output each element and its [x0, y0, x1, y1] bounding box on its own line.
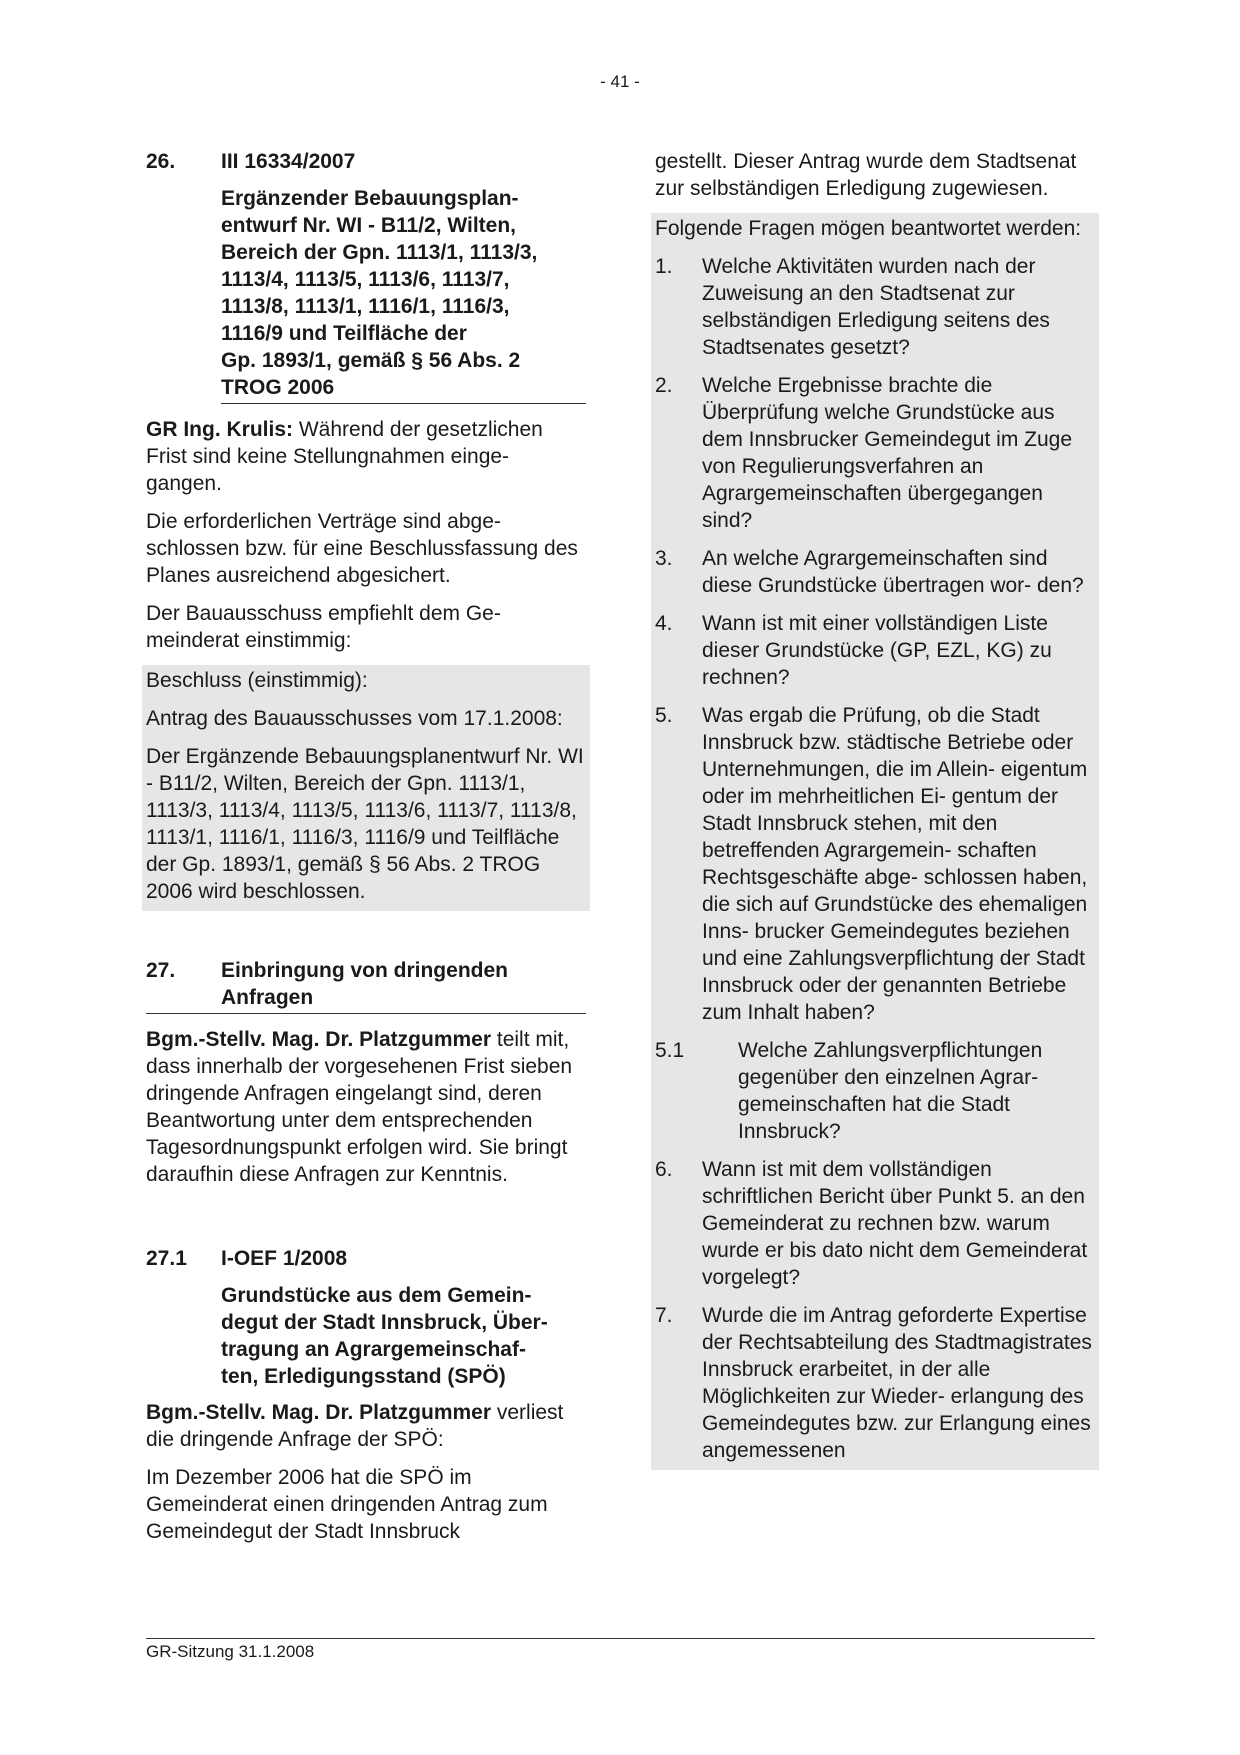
speaker-name: Bgm.-Stellv. Mag. Dr. Platzgummer [146, 1028, 492, 1051]
speaker-paragraph [146, 416, 586, 497]
motion-text: Der Ergänzende Bebauungsplanentwurf Nr. WI - B11/2, Wilten, Bereich der Gpn. 1113/1, 1113/3, 1113/4, 1113/5, 1113/6, 1113/7, 1113/8, 1113/1, 1116/1, 1116/3, 1116/9 und Teilfläche der Gp. 1893/1, gemäß § 56 Abs. 2 TROG 2006 wird beschlossen. [146, 745, 584, 903]
question-text: Wurde die im Antrag geforderte Expertise der Rechtsabteilung des Stadtmagistrates Innsbruck erarbeitet, in der alle Möglichkeiten zur Wieder- erlangung des Gemeindegutes bzw. zur Erlangung eines angemessenen [702, 1304, 1092, 1462]
question-number: 4. [655, 612, 673, 635]
question-item [655, 1302, 1095, 1464]
question-item [655, 610, 1095, 691]
item-number: 27. [146, 959, 176, 982]
question-item [655, 702, 1095, 1026]
question-number: 2. [655, 374, 673, 397]
title-line: ten, Erledigungsstand (SPÖ) [221, 1365, 506, 1388]
question-item [655, 372, 1095, 534]
question-text: An welche Agrargemeinschaften sind diese Grundstücke übertragen wor- den? [702, 547, 1084, 597]
footer-text: GR-Sitzung 31.1.2008 [146, 1642, 315, 1661]
motion-label: Antrag des Bauausschusses vom 17.1.2008: [146, 707, 563, 730]
page-footer [146, 1638, 1095, 1662]
question-text: Welche Zahlungsverpflichtungen gegenüber den einzelnen Agrar- gemeinschaften hat die Stadt Innsbruck? [738, 1039, 1043, 1143]
speaker-text: verliest die dringende Anfrage der SPÖ: [146, 1401, 564, 1451]
item-26-title [221, 185, 586, 404]
item-reference: I-OEF 1/2008 [221, 1247, 348, 1270]
questions-intro: Folgende Fragen mögen beantwortet werden: [655, 217, 1082, 240]
question-number: 1. [655, 255, 673, 278]
item-27-1-title [221, 1282, 586, 1390]
speaker-name: Bgm.-Stellv. Mag. Dr. Platzgummer [146, 1401, 492, 1424]
paragraph: Im Dezember 2006 hat die SPÖ im Gemeinderat einen dringenden Antrag zum Gemeindegut der Stadt Innsbruck [146, 1466, 548, 1543]
question-item [655, 545, 1095, 599]
item-27-header [146, 957, 586, 1014]
left-column [146, 148, 586, 1556]
questions-box [651, 213, 1099, 1470]
item-title: Einbringung von dringenden Anfragen [221, 959, 508, 1009]
resolution-label: Beschluss (einstimmig): [146, 669, 368, 692]
resolution-box [142, 665, 590, 911]
title-line: Grundstücke aus dem Gemein- [221, 1284, 532, 1307]
title-line: tragung an Agrargemeinschaf- [221, 1338, 526, 1361]
speaker-text: teilt mit, dass innerhalb der vorgesehenen Frist sieben dringende Anfragen eingelangt sind, deren Beantwortung unter dem entsprechenden Tagesordnungspunkt erfolgen wird. Sie bringt daraufhin diese Anfragen zur Kenntnis. [146, 1028, 573, 1186]
item-26-header [146, 148, 586, 175]
title-line: Gp. 1893/1, gemäß § 56 Abs. 2 [221, 349, 521, 372]
question-number: 5. [655, 704, 673, 727]
title-line: TROG 2006 [221, 376, 335, 399]
right-column [655, 148, 1095, 1470]
question-number: 7. [655, 1304, 673, 1327]
item-number: 27.1 [146, 1247, 187, 1270]
question-text: Welche Ergebnisse brachte die Überprüfung welche Grundstücke aus dem Innsbrucker Gemeindegut im Zuge von Regulierungsverfahren an Agrargemeinschaften übergegangen sind? [702, 374, 1073, 532]
item-number: 26. [146, 150, 176, 173]
question-number: 5.1 [655, 1039, 685, 1062]
speaker-paragraph [146, 1026, 586, 1188]
question-item [655, 1037, 1095, 1145]
title-line: entwurf Nr. WI - B11/2, Wilten, [221, 214, 517, 237]
page-number: - 41 - [600, 72, 640, 91]
title-line: 1113/8, 1113/1, 1116/1, 1116/3, [221, 295, 510, 318]
paragraph: Der Bauausschuss empfiehlt dem Ge- meinderat einstimmig: [146, 602, 501, 652]
question-number: 3. [655, 547, 673, 570]
item-reference: III 16334/2007 [221, 150, 356, 173]
speaker-paragraph [146, 1399, 586, 1453]
speaker-name: GR Ing. Krulis: [146, 418, 293, 441]
title-line: 1116/9 und Teilfläche der [221, 322, 467, 345]
paragraph: gestellt. Dieser Antrag wurde dem Stadtsenat zur selbständigen Erledigung zugewiesen. [655, 150, 1077, 200]
question-text: Wann ist mit dem vollständigen schriftlichen Bericht über Punkt 5. an den Gemeinderat zu rechnen bzw. warum wurde er bis dato nicht dem Gemeinderat vorgelegt? [702, 1158, 1088, 1289]
question-number: 6. [655, 1158, 673, 1181]
title-line: degut der Stadt Innsbruck, Über- [221, 1311, 548, 1334]
question-item [655, 253, 1095, 361]
question-item [655, 1156, 1095, 1291]
title-line: 1113/4, 1113/5, 1113/6, 1113/7, [221, 268, 510, 291]
paragraph: Die erforderlichen Verträge sind abge- schlossen bzw. für eine Beschlussfassung des Planes ausreichend abgesichert. [146, 510, 578, 587]
title-line: Ergänzender Bebauungsplan- [221, 187, 519, 210]
title-line: Bereich der Gpn. 1113/1, 1113/3, [221, 241, 538, 264]
item-27-1-header [146, 1245, 586, 1272]
speaker-text: Während der gesetzlichen Frist sind keine Stellungnahmen einge- gangen. [146, 418, 543, 495]
question-text: Was ergab die Prüfung, ob die Stadt Innsbruck bzw. städtische Betriebe oder Unternehmungen, die im Allein- eigentum oder im mehrheitlichen Ei- gentum der Stadt Innsbruck stehen, mit den betreffenden Agrargemein- schaften Rechtsgeschäfte abge- schlossen haben, die sich auf Grundstücke des ehemaligen Inns- brucker Gemeindegutes beziehen und eine Zahlungsverpflichtung der Stadt Innsbruck oder der genannten Betriebe zum Inhalt haben? [702, 704, 1088, 1024]
question-text: Welche Aktivitäten wurden nach der Zuweisung an den Stadtsenat zur selbständigen Erledigung seitens des Stadtsenates gesetzt? [702, 255, 1050, 359]
question-text: Wann ist mit einer vollständigen Liste dieser Grundstücke (GP, EZL, KG) zu rechnen? [702, 612, 1052, 689]
